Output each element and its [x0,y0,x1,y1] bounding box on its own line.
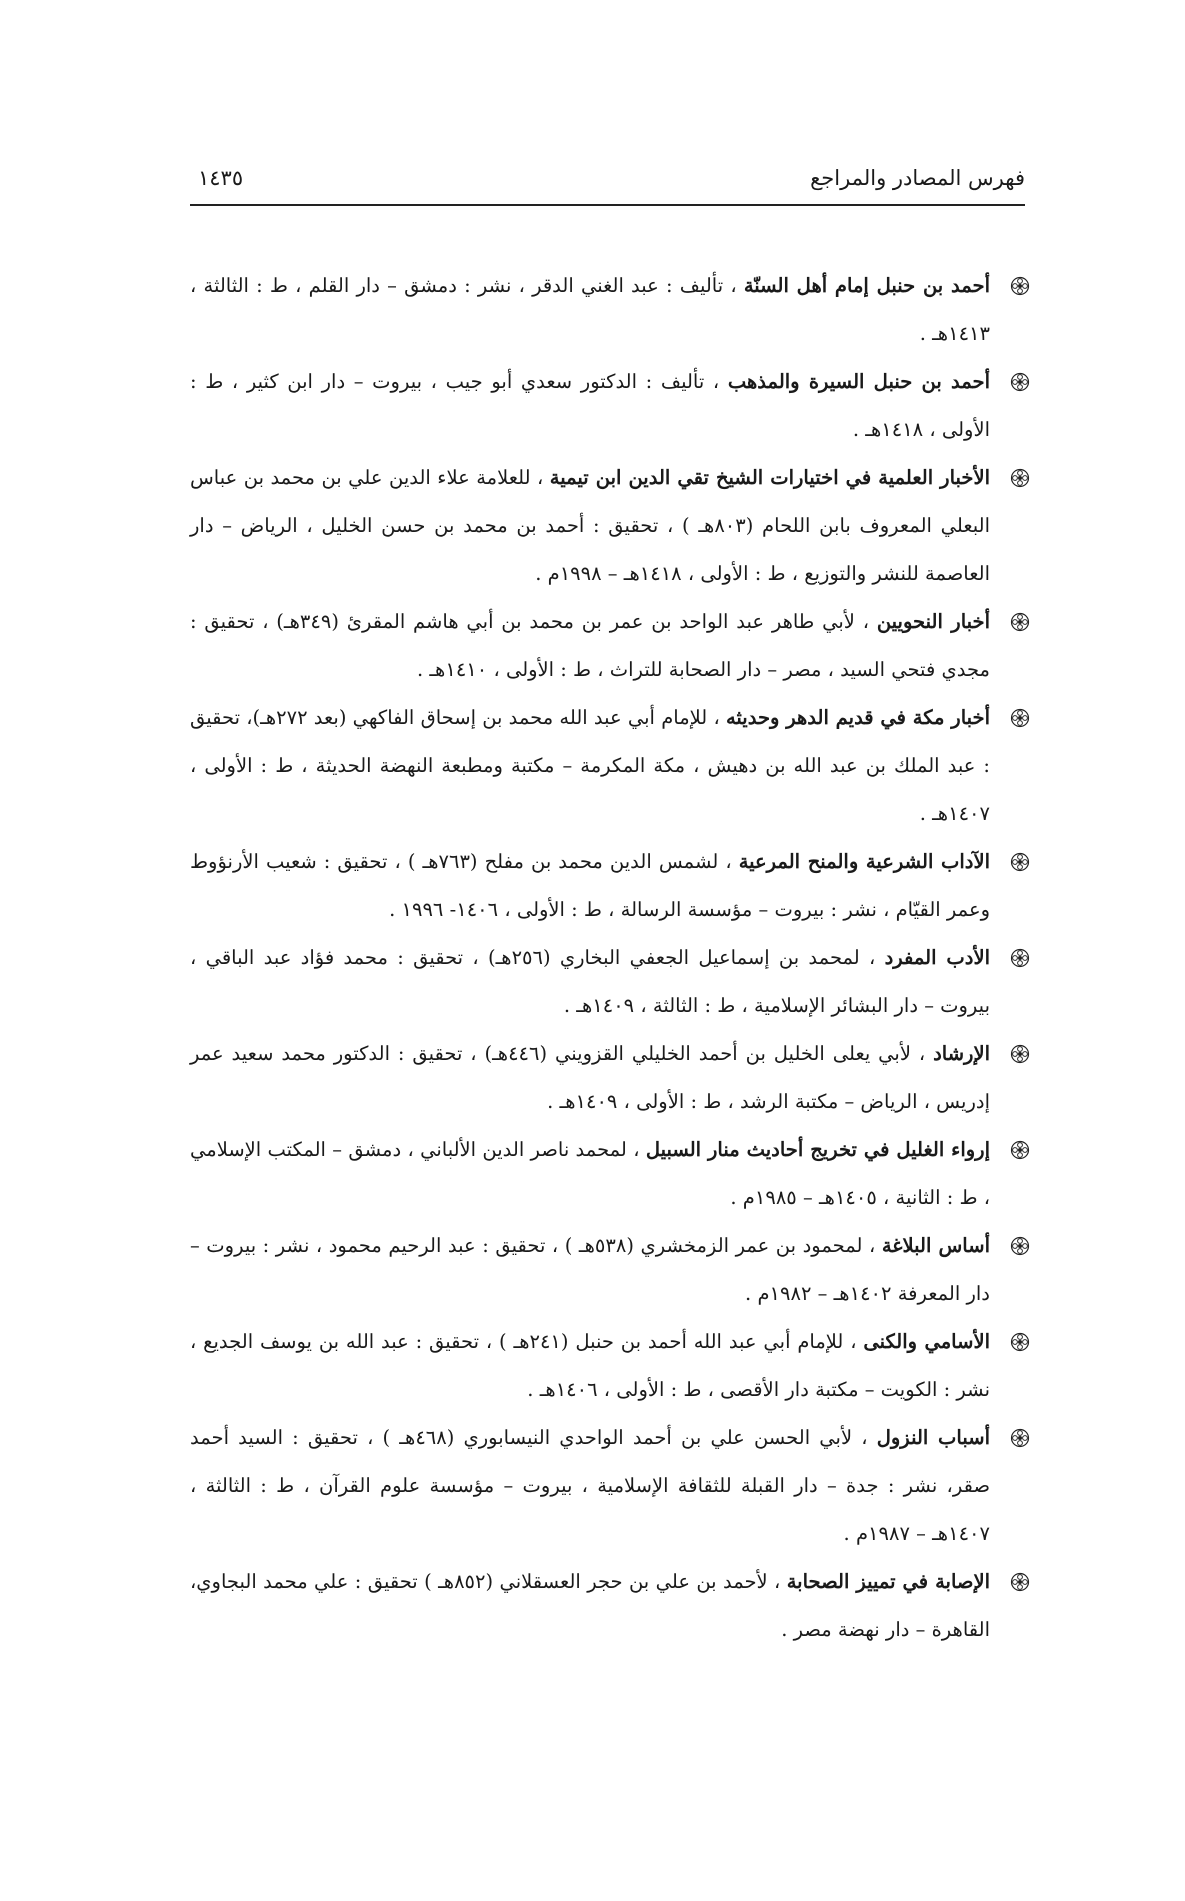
entry-details: ، لشمس الدين محمد بن مفلح (٧٦٣هـ ) ، تحقيق : شعيب الأرنؤوط وعمر القيّام ، نشر : بيروت – مؤسسة الرسالة ، ط : الأولى ، ١٤٠٦- ١٩٩٦ . [190,850,990,921]
entry-details: ، لأبي يعلى الخليل بن أحمد الخليلي القزويني (٤٤٦هـ) ، تحقيق : الدكتور محمد سعيد عمر إدريس ، الرياض – مكتبة الرشد ، ط : الأولى ، ١٤٠٩هـ . [190,1042,990,1113]
flower-bullet-icon [1008,1558,1032,1606]
entry-details: ، للعلامة علاء الدين علي بن محمد بن عباس البعلي المعروف بابن اللحام (٨٠٣هـ ) ، تحقيق : أحمد بن محمد بن حسن الخليل ، الرياض – دار العاصمة للنشر والتوزيع ، ط : الأولى ، ١٤١٨هـ – ١٩٩٨م . [190,466,991,585]
flower-bullet-icon [1008,838,1032,886]
bibliography-entry [190,454,1036,598]
bibliography-entry [190,1222,1036,1318]
entry-title: الأدب المفرد [884,946,990,969]
entry-title: إرواء الغليل في تخريج أحاديث منار السبيل [645,1138,990,1161]
flower-bullet-icon [1008,1030,1032,1078]
bibliography-entry [190,1558,1036,1654]
entry-title: الأخبار العلمية في اختيارات الشيخ تقي الدين ابن تيمية [549,466,990,489]
bibliography-entry [190,934,1036,1030]
entry-details: ، لمحمد ناصر الدين الألباني ، دمشق – المكتب الإسلامي ، ط : الثانية ، ١٤٠٥هـ – ١٩٨٥م . [190,1138,990,1209]
bibliography-entry [190,694,1036,838]
page-number: ١٤٣٥ [198,166,244,190]
page-header [190,162,1025,206]
entry-details: ، لمحمد بن إسماعيل الجعفي البخاري (٢٥٦هـ) ، تحقيق : محمد فؤاد عبد الباقي ، بيروت – دار البشائر الإسلامية ، ط : الثالثة ، ١٤٠٩هـ . [190,946,990,1017]
flower-bullet-icon [1008,1126,1032,1174]
flower-bullet-icon [1008,262,1032,310]
flower-bullet-icon [1008,934,1032,982]
flower-bullet-icon [1008,1318,1032,1366]
entry-details: ، لأحمد بن علي بن حجر العسقلاني (٨٥٢هـ ) تحقيق : علي محمد البجاوي، القاهرة – دار نهضة مصر . [190,1570,990,1641]
bibliography-entry [190,1030,1036,1126]
entry-title: الإرشاد [933,1042,990,1065]
flower-bullet-icon [1008,598,1032,646]
running-title: فهرس المصادر والمراجع [810,166,1025,190]
entry-details: ، لمحمود بن عمر الزمخشري (٥٣٨هـ ) ، تحقيق : عبد الرحيم محمود ، نشر : بيروت – دار المعرفة ١٤٠٢هـ – ١٩٨٢م . [190,1234,990,1305]
bibliography-list [190,262,1036,1654]
bibliography-entry [190,358,1036,454]
flower-bullet-icon [1008,454,1032,502]
entry-title: الأسامي والكنى [863,1330,990,1353]
bibliography-entry [190,598,1036,694]
entry-title: أساس البلاغة [881,1234,990,1257]
entry-title: أخبار مكة في قديم الدهر وحديثه [725,706,990,729]
entry-details: ، للإمام أبي عبد الله أحمد بن حنبل (٢٤١هـ ) ، تحقيق : عبد الله بن يوسف الجديع ، نشر : الكويت – مكتبة دار الأقصى ، ط : الأولى ، ١٤٠٦هـ . [190,1330,990,1401]
entry-details: ، لأبي طاهر عبد الواحد بن عمر بن محمد بن أبي هاشم المقرئ (٣٤٩هـ) ، تحقيق : مجدي فتحي السيد ، مصر – دار الصحابة للتراث ، ط : الأولى ، ١٤١٠هـ . [190,610,990,681]
entry-title: أحمد بن حنبل السيرة والمذهب [727,370,990,393]
entry-details: ، لأبي الحسن علي بن أحمد الواحدي النيسابوري (٤٦٨هـ ) ، تحقيق : السيد أحمد صقر، نشر : جدة – دار القبلة للثقافة الإسلامية ، بيروت – مؤسسة علوم القرآن ، ط : الثالثة ، ١٤٠٧هـ – ١٩٨٧م . [190,1426,990,1545]
entry-details: ، للإمام أبي عبد الله محمد بن إسحاق الفاكهي (بعد ٢٧٢هـ)، تحقيق : عبد الملك بن عبد الله بن دهيش ، مكة المكرمة – مكتبة ومطبعة النهضة الحديثة ، ط : الأولى ، ١٤٠٧هـ . [190,706,990,825]
flower-bullet-icon [1008,1414,1032,1462]
bibliography-entry [190,1318,1036,1414]
entry-details: ، تأليف : الدكتور سعدي أبو جيب ، بيروت – دار ابن كثير ، ط : الأولى ، ١٤١٨هـ . [190,370,990,441]
entry-title: أخبار النحويين [876,610,990,633]
bibliography-entry [190,838,1036,934]
bibliography-entry [190,1126,1036,1222]
entry-title: أحمد بن حنبل إمام أهل السنّة [743,274,990,297]
entry-title: الإصابة في تمييز الصحابة [786,1570,990,1593]
entry-title: الآداب الشرعية والمنح المرعية [738,850,991,873]
bibliography-entry [190,1414,1036,1558]
bibliography-entry [190,262,1036,358]
flower-bullet-icon [1008,694,1032,742]
entry-title: أسباب النزول [876,1426,990,1449]
entry-details: ، تأليف : عبد الغني الدقر ، نشر : دمشق – دار القلم ، ط : الثالثة ، ١٤١٣هـ . [190,274,990,345]
flower-bullet-icon [1008,1222,1032,1270]
flower-bullet-icon [1008,358,1032,406]
